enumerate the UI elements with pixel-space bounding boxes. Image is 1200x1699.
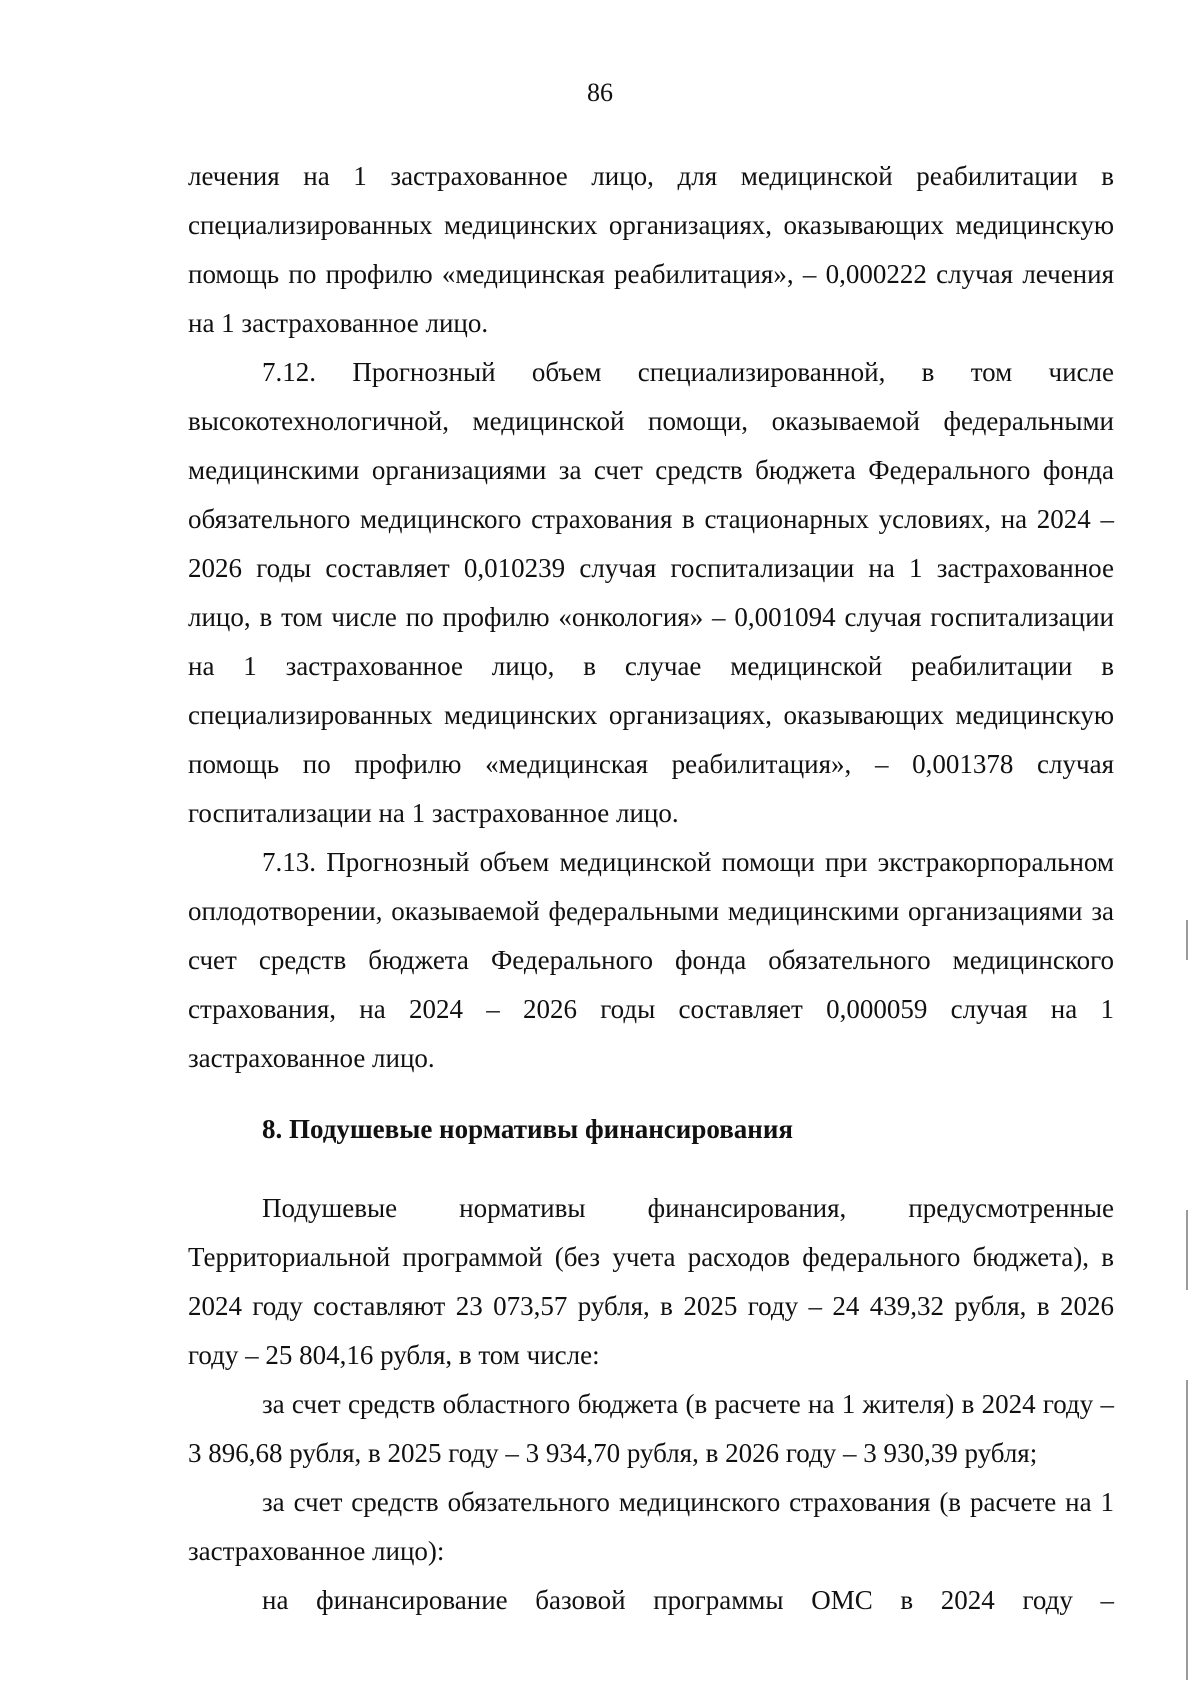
- paragraph-7-12: 7.12. Прогнозный объем специализированной, в том числе высокотехнологичной, медицинской помощи, оказываемой федеральными медицинскими организациями за счет средств бюджета Федерального фонда обязательного медицинского страхования в стационарных условиях, на 2024 – 2026 годы составляет 0,010239 случая госпитализации на 1 застрахованное лицо, в том числе по профилю «онкология» – 0,001094 случая госпитализации на 1 застрахованное лицо, в случае медицинской реабилитации в специализированных медицинских организациях, оказывающих медицинскую помощь по профилю «медицинская реабилитация», – 0,001378 случая госпитализации на 1 застрахованное лицо.: [188, 357, 1114, 828]
- paragraph-7-13: 7.13. Прогнозный объем медицинской помощи при экстракорпоральном оплодотворении, оказываемой федеральными медицинскими организациями за счет средств бюджета Федерального фонда обязательного медицинского страхования, на 2024 – 2026 годы составляет 0,000059 случая на 1 застрахованное лицо.: [188, 847, 1114, 1073]
- section-heading-8: 8. Подушевые нормативы финансирования: [262, 1114, 793, 1144]
- document-body: [188, 152, 1114, 1625]
- scan-artifact: [1186, 920, 1188, 960]
- scan-artifact: [1186, 1380, 1188, 1680]
- paragraph-per-capita-norms: Подушевые нормативы финансирования, предусмотренные Территориальной программой (без учета расходов федерального бюджета), в 2024 году составляют 23 073,57 рубля, в 2025 году – 24 439,32 рубля, в 2026 году – 25 804,16 рубля, в том числе:: [188, 1193, 1114, 1370]
- scan-artifact: [1186, 1210, 1188, 1290]
- paragraph-continuation: лечения на 1 застрахованное лицо, для медицинской реабилитации в специализированных медицинских организациях, оказывающих медицинскую помощь по профилю «медицинская реабилитация», – 0,000222 случая лечения на 1 застрахованное лицо.: [188, 161, 1114, 338]
- page-number: 86: [587, 78, 613, 107]
- paragraph-regional-budget: за счет средств областного бюджета (в расчете на 1 жителя) в 2024 году – 3 896,68 рубля, в 2025 году – 3 934,70 рубля, в 2026 году – 3 930,39 рубля;: [188, 1389, 1114, 1468]
- paragraph-base-program: на финансирование базовой программы ОМС в 2024 году –: [262, 1585, 1114, 1615]
- paragraph-oms: за счет средств обязательного медицинского страхования (в расчете на 1 застрахованное лицо):: [188, 1487, 1114, 1566]
